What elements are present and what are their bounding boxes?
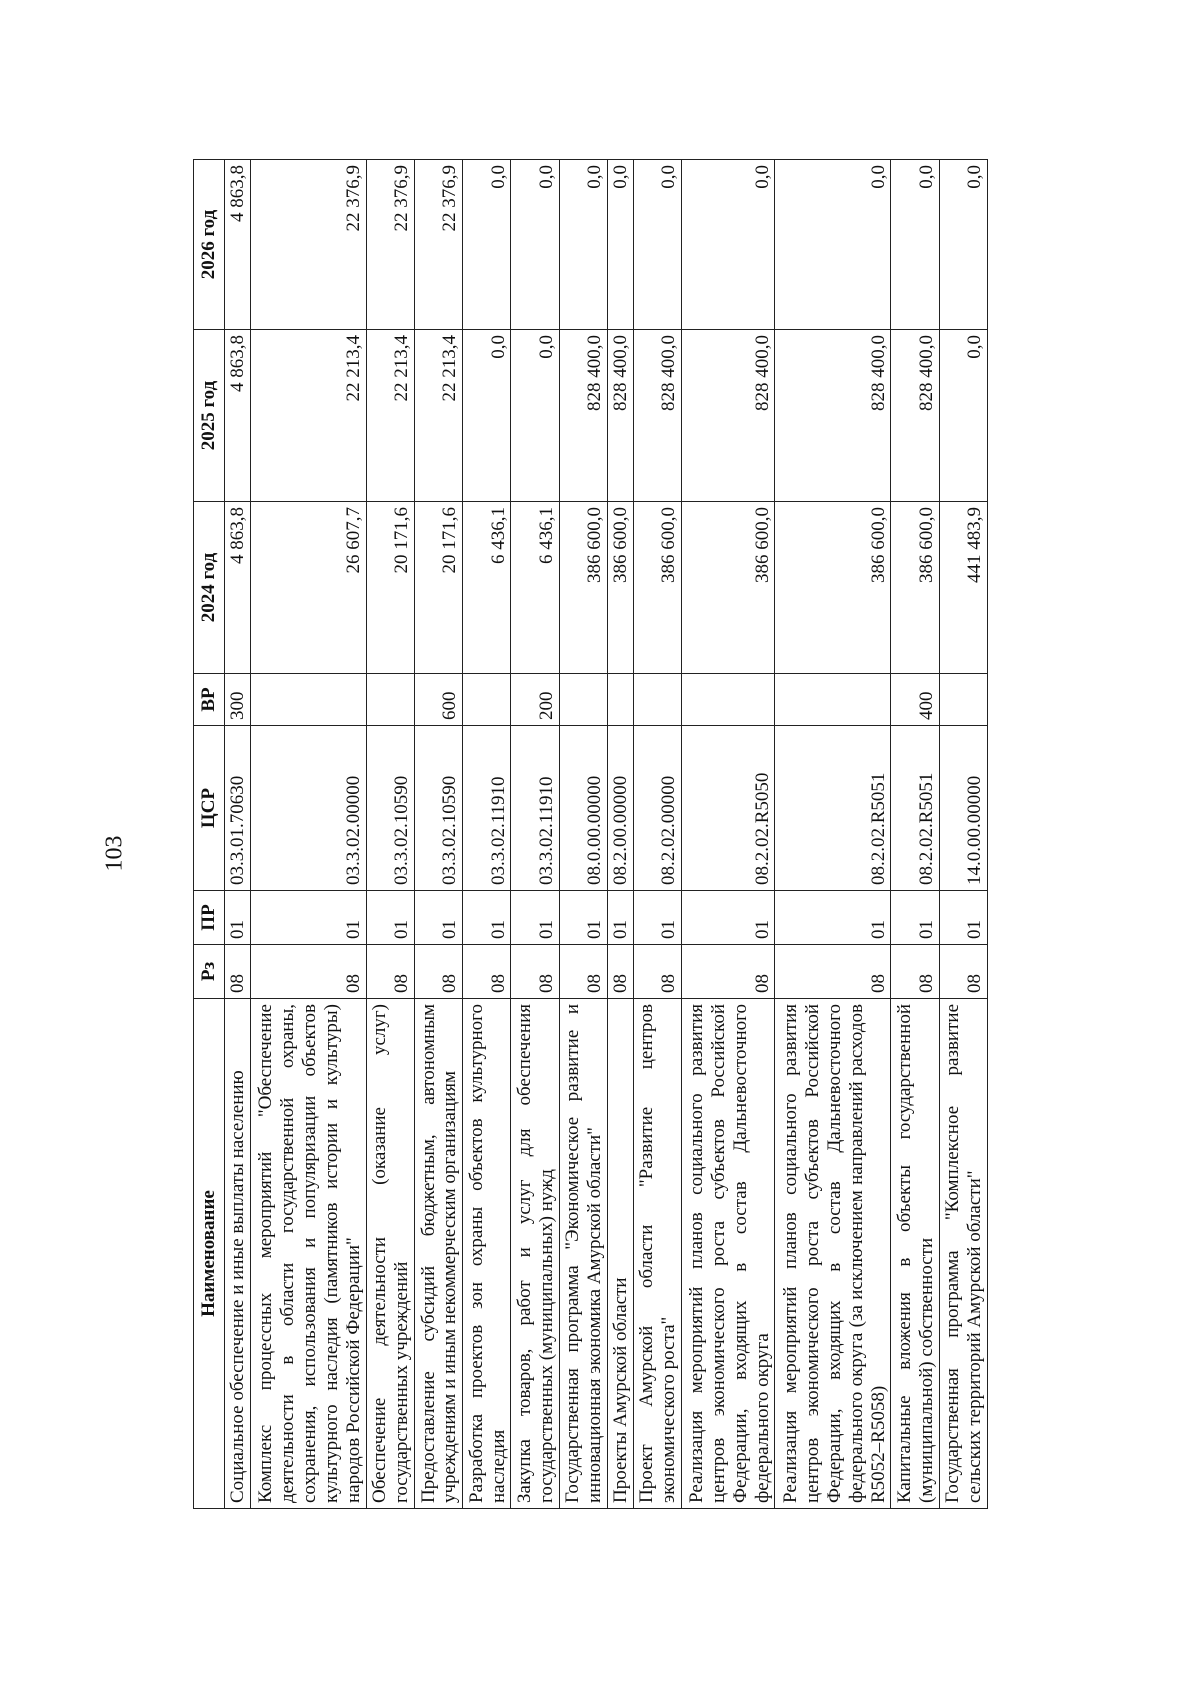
header-rz: Рз — [194, 945, 225, 999]
cell-csr: 08.2.00.00000 — [608, 726, 634, 891]
cell-2024: 386 600,0 — [559, 502, 607, 674]
cell-vr — [250, 674, 366, 726]
cell-2025: 0,0 — [463, 330, 511, 502]
cell-vr — [463, 674, 511, 726]
cell-2024: 386 600,0 — [681, 502, 774, 674]
table-row — [511, 160, 559, 1509]
cell-2025: 828 400,0 — [559, 330, 607, 502]
cell-pr: 01 — [681, 891, 774, 945]
cell-name: Реализация мероприятий планов социального развития центров экономического роста субъектов Российской Федерации, входящих в состав Дальневосточного федерального округа (за исключением направлений расходов R5052–R5058) — [775, 999, 891, 1509]
rotated-table-container — [193, 160, 988, 1509]
table-row — [225, 160, 251, 1509]
cell-rz: 08 — [775, 945, 891, 999]
cell-name: Разработка проектов зон охраны объектов культурного наследия — [463, 999, 511, 1509]
cell-rz: 08 — [633, 945, 681, 999]
cell-vr: 300 — [225, 674, 251, 726]
cell-2024: 386 600,0 — [633, 502, 681, 674]
cell-rz: 08 — [463, 945, 511, 999]
cell-name: Закупка товаров, работ и услуг для обеспечения государственных (муниципальных) нужд — [511, 999, 559, 1509]
table-header-row — [194, 160, 225, 1509]
cell-rz: 08 — [608, 945, 634, 999]
cell-pr: 01 — [608, 891, 634, 945]
cell-2025: 0,0 — [511, 330, 559, 502]
cell-rz: 08 — [250, 945, 366, 999]
table-row — [891, 160, 939, 1509]
cell-2025: 22 213,4 — [414, 330, 462, 502]
cell-csr: 03.3.02.10590 — [414, 726, 462, 891]
cell-2024: 6 436,1 — [463, 502, 511, 674]
cell-2025: 828 400,0 — [891, 330, 939, 502]
table-row — [250, 160, 366, 1509]
cell-2026: 0,0 — [511, 160, 559, 330]
cell-pr: 01 — [559, 891, 607, 945]
table-row — [775, 160, 891, 1509]
table-body — [225, 160, 988, 1509]
table-row — [608, 160, 634, 1509]
cell-csr: 08.2.02.R5050 — [681, 726, 774, 891]
cell-2024: 441 483,9 — [939, 502, 987, 674]
cell-csr: 03.3.02.00000 — [250, 726, 366, 891]
cell-pr: 01 — [225, 891, 251, 945]
header-pr: ПР — [194, 891, 225, 945]
cell-2026: 22 376,9 — [366, 160, 414, 330]
cell-rz: 08 — [559, 945, 607, 999]
cell-2025: 22 213,4 — [250, 330, 366, 502]
cell-pr: 01 — [250, 891, 366, 945]
cell-rz: 08 — [414, 945, 462, 999]
cell-pr: 01 — [939, 891, 987, 945]
cell-2025: 4 863,8 — [225, 330, 251, 502]
header-2025: 2025 год — [194, 330, 225, 502]
cell-name: Государственная программа "Комплексное развитие сельских территорий Амурской области" — [939, 999, 987, 1509]
cell-2025: 828 400,0 — [633, 330, 681, 502]
cell-csr: 03.3.02.11910 — [511, 726, 559, 891]
cell-2026: 4 863,8 — [225, 160, 251, 330]
cell-2026: 22 376,9 — [414, 160, 462, 330]
cell-2026: 0,0 — [939, 160, 987, 330]
cell-2024: 386 600,0 — [891, 502, 939, 674]
table-row — [414, 160, 462, 1509]
table-row — [366, 160, 414, 1509]
cell-2024: 4 863,8 — [225, 502, 251, 674]
table-row — [681, 160, 774, 1509]
cell-pr: 01 — [511, 891, 559, 945]
cell-csr: 14.0.00.00000 — [939, 726, 987, 891]
cell-csr: 08.2.02.R5051 — [775, 726, 891, 891]
cell-2025: 828 400,0 — [775, 330, 891, 502]
cell-name: Социальное обеспечение и иные выплаты населению — [225, 999, 251, 1509]
cell-name: Реализация мероприятий планов социального развития центров экономического роста субъектов Российской Федерации, входящих в состав Дальневосточного федерального округа — [681, 999, 774, 1509]
cell-pr: 01 — [414, 891, 462, 945]
cell-csr: 08.2.02.00000 — [633, 726, 681, 891]
cell-rz: 08 — [939, 945, 987, 999]
cell-vr — [608, 674, 634, 726]
cell-2026: 0,0 — [608, 160, 634, 330]
table-row — [939, 160, 987, 1509]
page-number: 103 — [101, 835, 128, 872]
cell-pr: 01 — [366, 891, 414, 945]
cell-2026: 0,0 — [633, 160, 681, 330]
cell-vr — [559, 674, 607, 726]
cell-csr: 08.0.00.00000 — [559, 726, 607, 891]
cell-csr: 03.3.02.10590 — [366, 726, 414, 891]
cell-2025: 22 213,4 — [366, 330, 414, 502]
cell-pr: 01 — [775, 891, 891, 945]
table-row — [559, 160, 607, 1509]
cell-rz: 08 — [366, 945, 414, 999]
cell-vr: 200 — [511, 674, 559, 726]
cell-name: Капитальные вложения в объекты государственной (муниципальной) собственности — [891, 999, 939, 1509]
cell-2026: 0,0 — [891, 160, 939, 330]
header-2026: 2026 год — [194, 160, 225, 330]
cell-2024: 20 171,6 — [366, 502, 414, 674]
cell-2025: 828 400,0 — [681, 330, 774, 502]
cell-rz: 08 — [891, 945, 939, 999]
cell-2024: 26 607,7 — [250, 502, 366, 674]
cell-2024: 6 436,1 — [511, 502, 559, 674]
cell-2025: 0,0 — [939, 330, 987, 502]
cell-2024: 386 600,0 — [775, 502, 891, 674]
cell-2025: 828 400,0 — [608, 330, 634, 502]
cell-pr: 01 — [891, 891, 939, 945]
cell-csr: 03.3.02.11910 — [463, 726, 511, 891]
header-2024: 2024 год — [194, 502, 225, 674]
cell-vr — [633, 674, 681, 726]
header-name: Наименование — [194, 999, 225, 1509]
cell-2026: 22 376,9 — [250, 160, 366, 330]
table-row — [633, 160, 681, 1509]
cell-csr: 03.3.01.70630 — [225, 726, 251, 891]
cell-rz: 08 — [511, 945, 559, 999]
cell-rz: 08 — [681, 945, 774, 999]
cell-rz: 08 — [225, 945, 251, 999]
cell-2024: 386 600,0 — [608, 502, 634, 674]
cell-name: Проект Амурской области "Развитие центров экономического роста" — [633, 999, 681, 1509]
table-row — [463, 160, 511, 1509]
header-csr: ЦСР — [194, 726, 225, 891]
cell-vr — [775, 674, 891, 726]
cell-vr — [366, 674, 414, 726]
cell-vr — [939, 674, 987, 726]
budget-table — [193, 159, 988, 1509]
cell-csr: 08.2.02.R5051 — [891, 726, 939, 891]
cell-vr — [681, 674, 774, 726]
cell-pr: 01 — [463, 891, 511, 945]
cell-pr: 01 — [633, 891, 681, 945]
cell-2026: 0,0 — [775, 160, 891, 330]
cell-name: Проекты Амурской области — [608, 999, 634, 1509]
cell-vr: 400 — [891, 674, 939, 726]
cell-name: Государственная программа "Экономическое развитие и инновационная экономика Амурской области" — [559, 999, 607, 1509]
cell-name: Обеспечение деятельности (оказание услуг) государственных учреждений — [366, 999, 414, 1509]
header-vr: ВР — [194, 674, 225, 726]
cell-2026: 0,0 — [559, 160, 607, 330]
cell-2026: 0,0 — [681, 160, 774, 330]
cell-2024: 20 171,6 — [414, 502, 462, 674]
cell-vr: 600 — [414, 674, 462, 726]
cell-name: Комплекс процессных мероприятий "Обеспечение деятельности в области государственной охраны, сохранения, использования и популяризации объектов культурного наследия (памятников истории и культуры) народов Российской Федерации" — [250, 999, 366, 1509]
cell-name: Предоставление субсидий бюджетным, автономным учреждениям и иным некоммерческим организациям — [414, 999, 462, 1509]
cell-2026: 0,0 — [463, 160, 511, 330]
